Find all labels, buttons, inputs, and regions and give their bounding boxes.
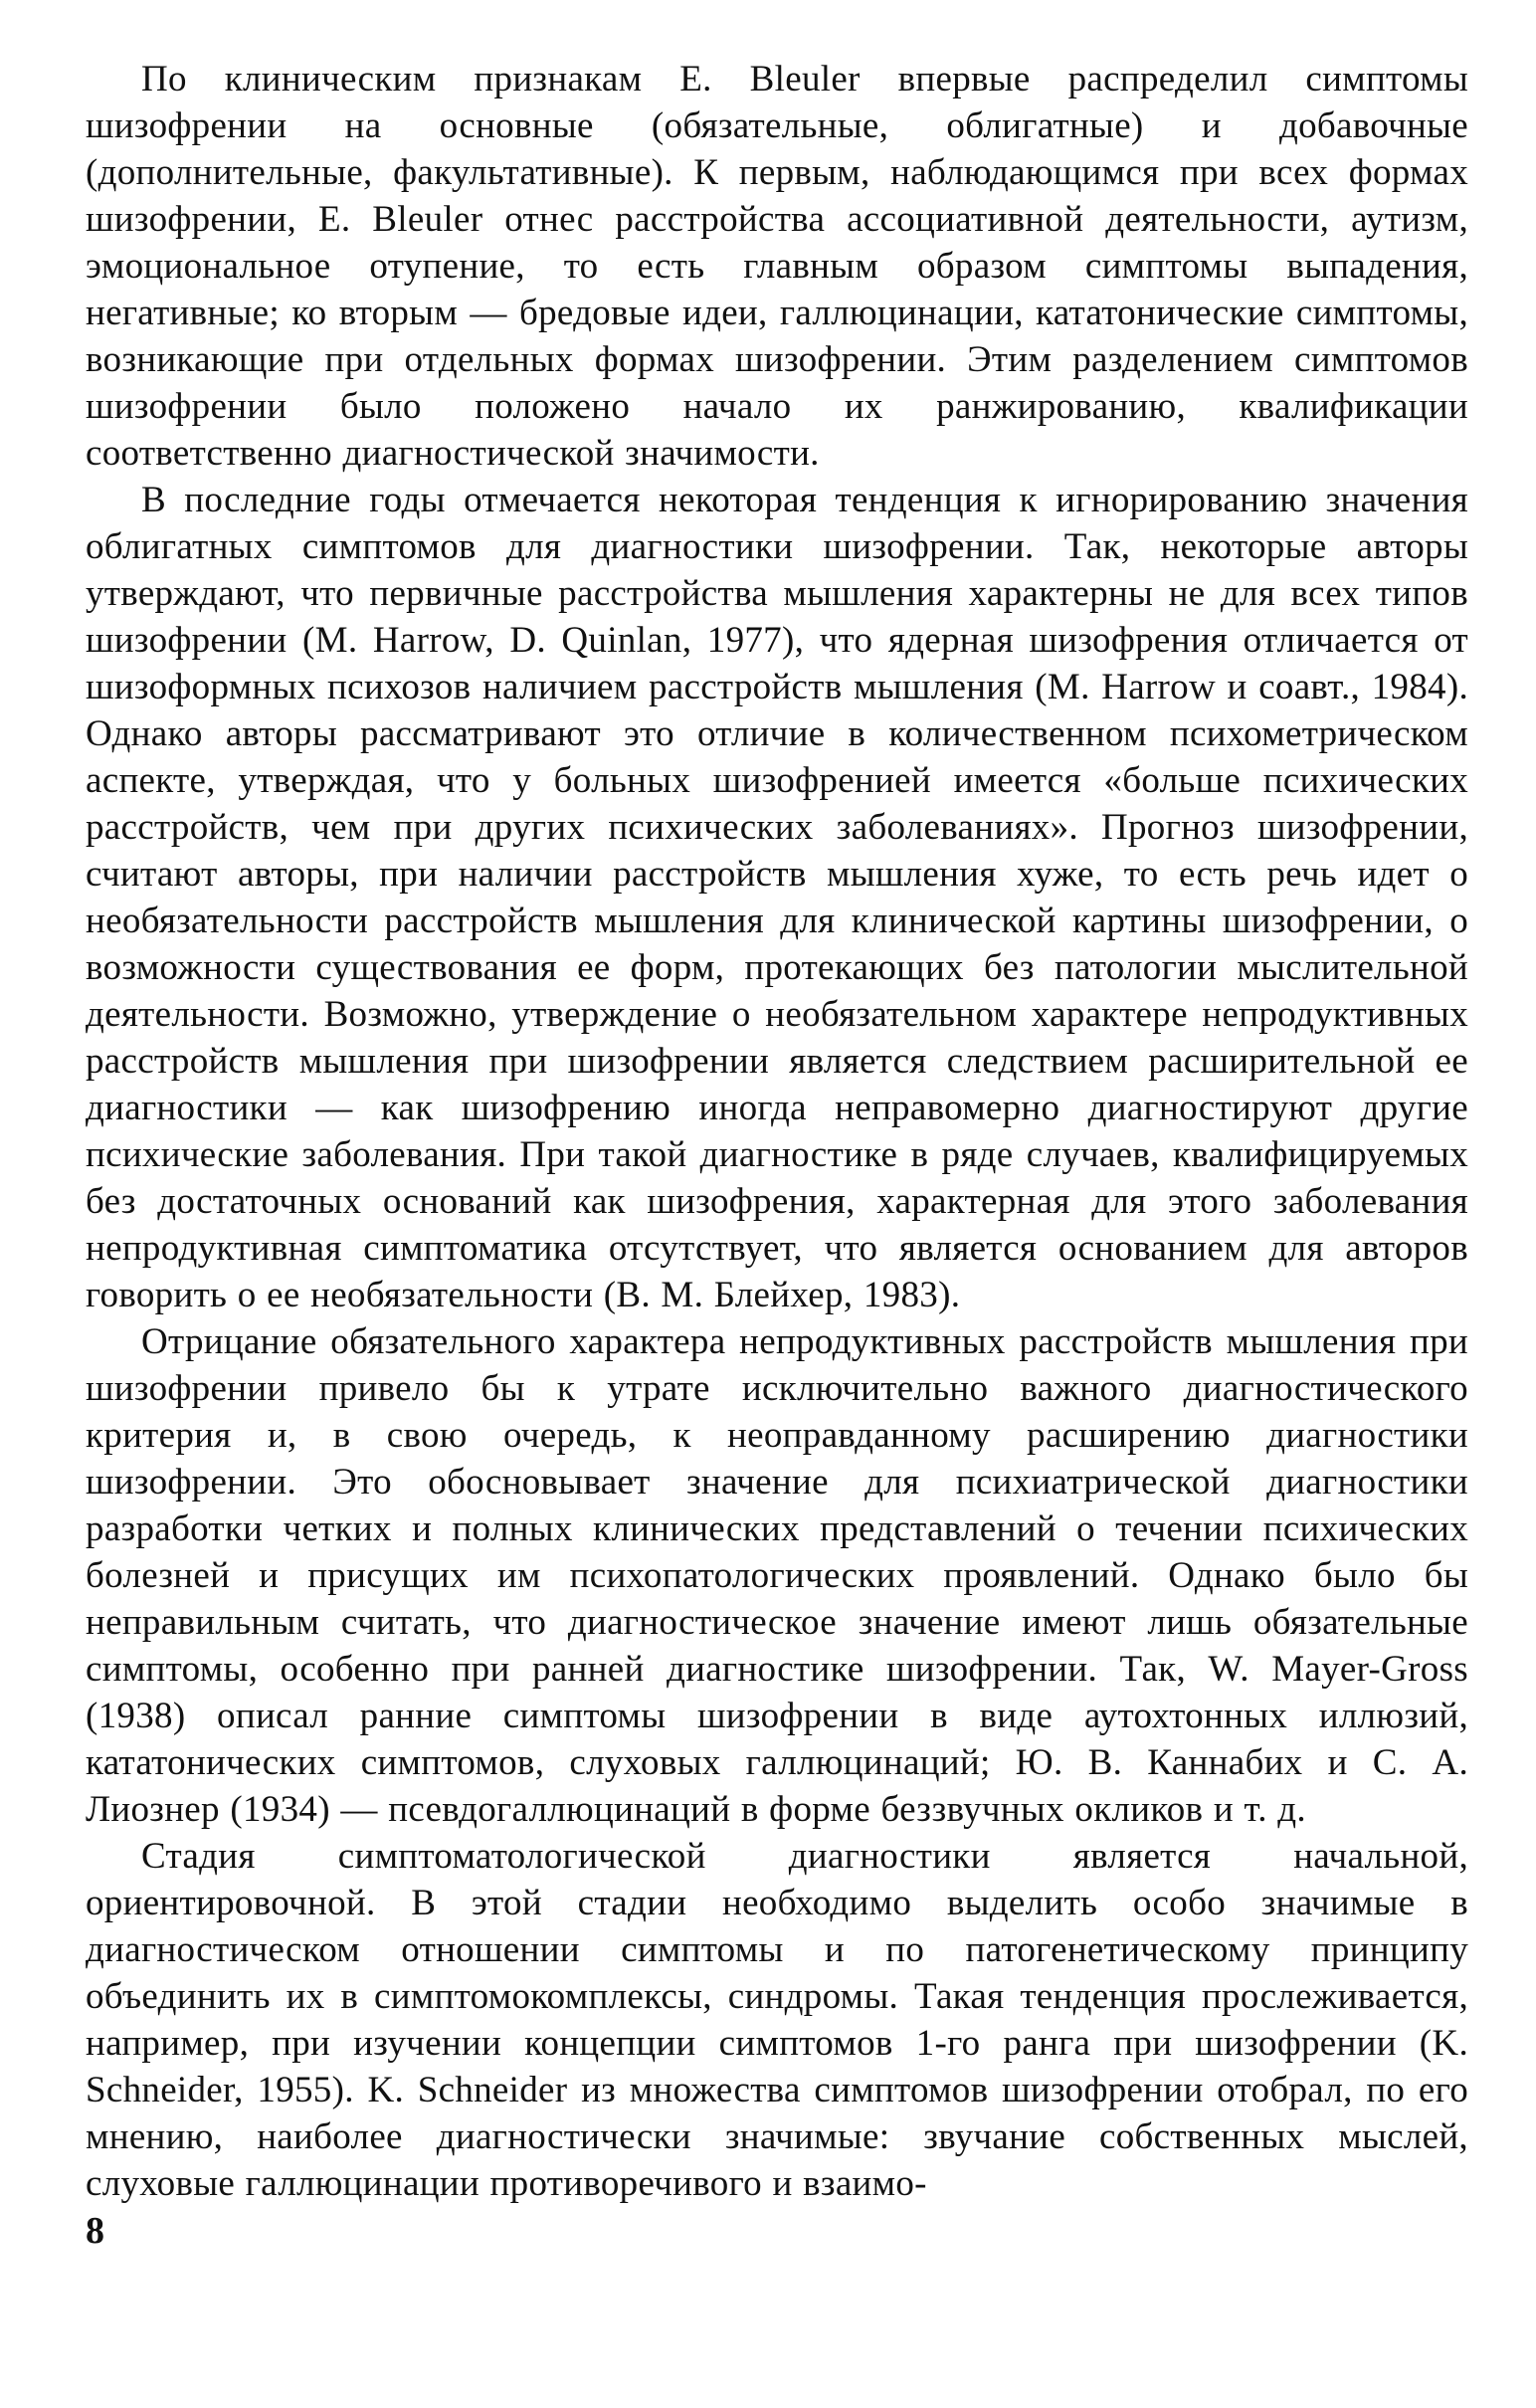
page-number: 8 <box>86 2210 104 2252</box>
paragraph-bleuler-symptoms: По клиническим признакам E. Bleuler впервые распределил симптомы шизофрении на основные (обязательные, облигатные) и добавочные (дополнительные, факультативные). К первым, наблюдающимся при всех формах шизофрении, E. Bleuler отнес расстройства ассоциативной деятельности, аутизм, эмоциональное отупение, то есть главным образом симптомы выпадения, негативные; ко вторым — бредовые идеи, галлюцинации, кататонические симптомы, возникающие при отдельных формах шизофрении. Этим разделением симптомов шизофрении было положено начало их ранжированию, квалификации соответственно диагностической значимости. <box>86 59 1468 474</box>
paragraph-obligate-symptoms: В последние годы отмечается некоторая тенденция к игнорированию значения облигатных симптомов для диагностики шизофрении. Так, некоторые авторы утверждают, что первичные расстройства мышления характерны не для всех типов шизофрении (M. Harrow, D. Quinlan, 1977), что ядерная шизофрения отличается от шизоформных психозов наличием расстройств мышления (M. Harrow и соавт., 1984). Однако авторы рассматривают это отличие в количественном психометрическом аспекте, утверждая, что у больных шизофренией имеется «больше психических расстройств, чем при других психических заболеваниях». Прогноз шизофрении, считают авторы, при наличии расстройств мышления хуже, то есть речь идет о необязательности расстройств мышления для клинической картины шизофрении, о возможности существования ее форм, протекающих без патологии мыслительной деятельности. Возможно, утверждение о необязательном характере непродуктивных расстройств мышления при шизофрении является следствием расширительной ее диагностики — как шизофрению иногда неправомерно диагностируют другие психические заболевания. При такой диагностике в ряде случаев, квалифицируемых без достаточных оснований как шизофрения, характерная для этого заболевания непродуктивная симптоматика отсутствует, что является основанием для авторов говорить о ее необязательности (В. М. Блейхер, 1983). <box>86 480 1468 1315</box>
page-body <box>86 56 1468 2207</box>
paragraph-negation-criterion: Отрицание обязательного характера непродуктивных расстройств мышления при шизофрении привело бы к утрате исключительно важного диагностического критерия и, в свою очередь, к неоправданному расширению диагностики шизофрении. Это обосновывает значение для психиатрической диагностики разработки четких и полных клинических представлений о течении психических болезней и присущих им психопатологических проявлений. Однако было бы неправильным считать, что диагностическое значение имеют лишь обязательные симптомы, особенно при ранней диагностике шизофрении. Так, W. Mayer-Gross (1938) описал ранние симптомы шизофрении в виде аутохтонных иллюзий, кататонических симптомов, слуховых галлюцинаций; Ю. В. Каннабих и С. А. Лиознер (1934) — псевдогаллюцинаций в форме беззвучных окликов и т. д. <box>86 1321 1468 1830</box>
paragraph-symptomatological-stage: Стадия симптоматологической диагностики является начальной, ориентировочной. В этой стадии необходимо выделить особо значимые в диагностическом отношении симптомы и по патогенетическому принципу объединить их в симптомокомплексы, синдромы. Такая тенденция прослеживается, например, при изучении концепции симптомов 1-го ранга при шизофрении (K. Schneider, 1955). K. Schneider из множества симптомов шизофрении отобрал, по его мнению, наиболее диагностически значимые: звучание собственных мыслей, слуховые галлюцинации противоречивого и взаимо- <box>86 1836 1468 2204</box>
